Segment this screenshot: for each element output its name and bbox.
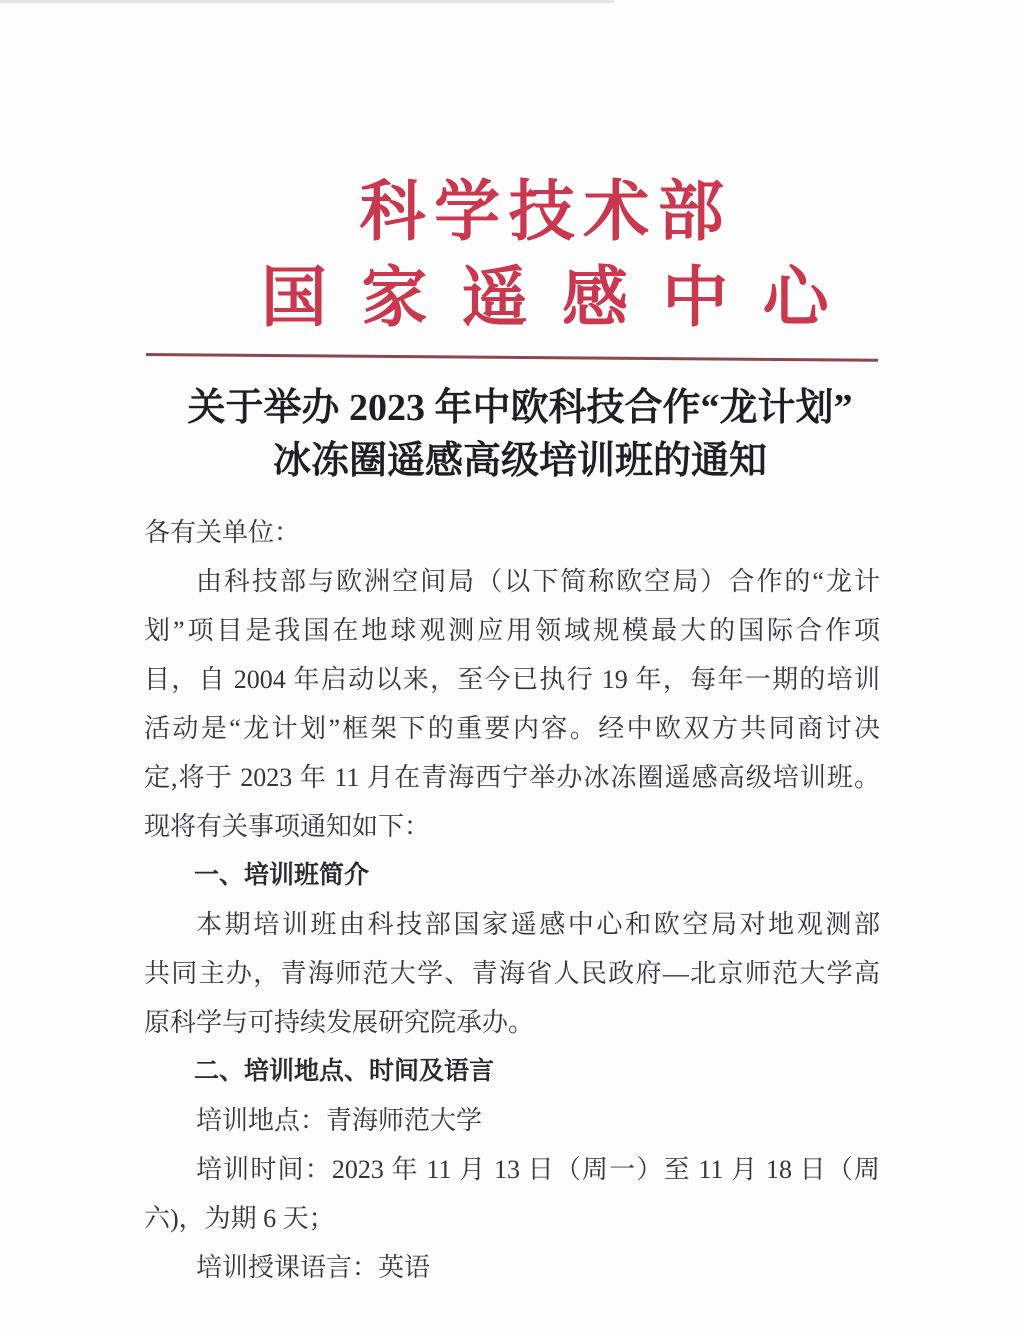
body-line: 原科学与可持续发展研究院承办。 [144,1008,535,1037]
scan-edge-artifact [0,0,614,3]
notice-title-line-2: 冰冻圈遥感高级培训班的通知 [272,440,767,482]
training-time-line: 六)，为期 6 天； [144,1204,335,1233]
salutation-line: 各有关单位： [144,518,301,547]
letterhead [0,0,1024,356]
org-name-line-2: 国家遥感中心 [261,262,863,335]
training-language-line: 培训授课语言：英语 [196,1253,431,1282]
body-line: 共同主办，青海师范大学、青海省人民政府—北京师范大学高 [144,959,880,988]
section-heading-1: 一、培训班简介 [194,861,370,889]
notice-body [144,508,880,1292]
section-heading-2: 二、培训地点、时间及语言 [194,1057,495,1085]
letterhead-divider [146,353,878,362]
notice-title-line-1: 关于举办 2023 年中欧科技合作“龙计划” [187,387,853,429]
body-line: 现将有关事项通知如下： [144,812,431,841]
body-line: 本期培训班由科技部国家遥感中心和欧空局对地观测部 [196,910,880,939]
body-line: 划”项目是我国在地球观测应用领域规模最大的国际合作项 [144,616,880,645]
body-line: 定,将于 2023 年 11 月在青海西宁举办冰冻圈遥感高级培训班。 [144,763,880,792]
body-line: 由科技部与欧洲空间局（以下简称欧空局）合作的“龙计 [196,567,880,596]
body-line: 活动是“龙计划”框架下的重要内容。经中欧双方共同商讨决 [144,714,880,743]
training-time-line: 培训时间：2023 年 11 月 13 日（周一）至 11 月 18 日（周 [196,1155,880,1184]
body-line: 目，自 2004 年启动以来，至今已执行 19 年，每年一期的培训 [144,665,880,694]
org-name-line-1: 科学技术部 [359,176,733,249]
notice-title [8,382,1024,488]
training-location-line: 培训地点：青海师范大学 [196,1106,483,1135]
